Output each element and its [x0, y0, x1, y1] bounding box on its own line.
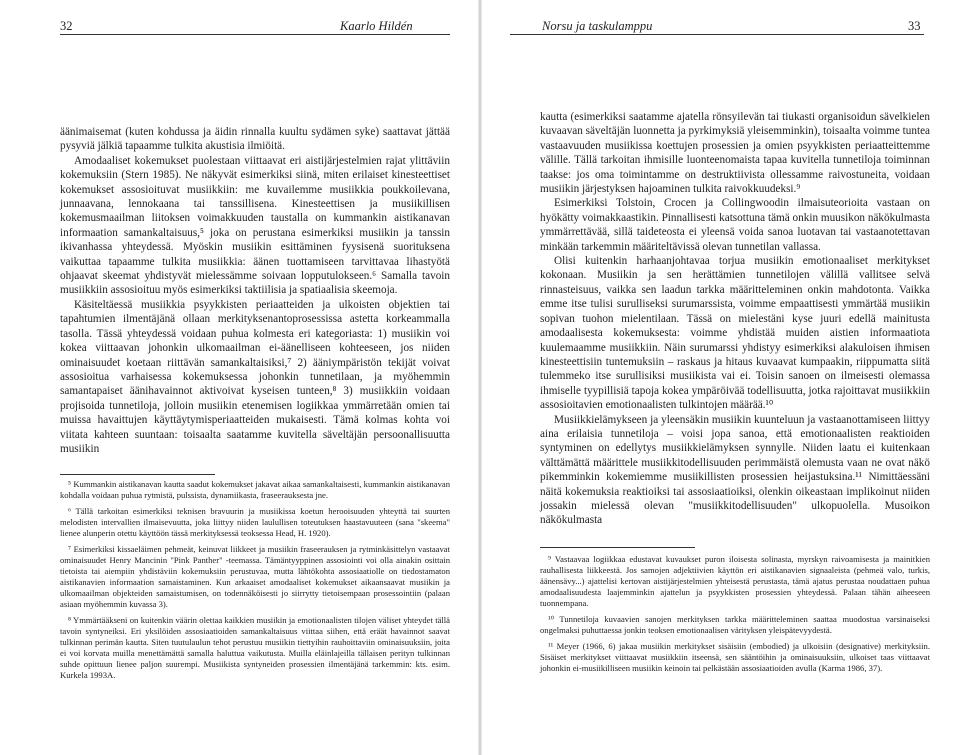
- left-footnotes: [60, 479, 450, 686]
- right-body-text: [540, 110, 930, 528]
- footnote-6: ⁶ Tällä tarkoitan esimerkiksi teknisen bravuurin ja musiikissa koetun herooisuuden yhteyttä tai suurten melodisten intervallien ilmaisevuutta, joka liittyy niiden laulullisen toteutuksen haastavuuteen (sana "skeema" lienee alunperin otettu käyttöön tässä merkityksessä teoksessa Head, H. 1920).: [60, 506, 450, 538]
- right-footnotes: [540, 554, 930, 679]
- left-paragraph: Käsiteltäessä musiikkia psyykkisten periaatteiden ja ulkoisten objektien tai tapahtumien ilmentäjänä ollaan merkityksenantoprosessissa astetta korkeammalla tasolla. Tässä yhteydessä voidaan puhua kolmesta eri kategoriasta: 1) musiikin voi kokea viittaavan johonkin ulkomaailman ei-äänelliseen kohteeseen, jos niiden ominaisuudet koetaan riittävän samankaltaisiksi,⁷ 2) ääniympäristön tekijät voivat assosioitua varhaisessa kokemuksessa johonkin tunnetilaan, ja myöhemmin samantapaiset äänihavainnot aktivoivat kyseisen tunteen,⁸ 3) musiikkiin voidaan projisoida tunnetiloja, jolloin musiikin etenemisen logiikkaa ymmärretään omien tai muissa havaittujen käyttäytymisperiaatteiden mukaisesti. Tämä kolmas kohta voi viitata kahteen suuntaan: toisaalta saatamme kuvitella säveltäjän persoonallisuutta musiikin: [60, 298, 450, 455]
- footnote-8: ⁸ Ymmärtääkseni on kuitenkin väärin olettaa kaikkien musiikin ja emotionaalisten tilojen väliset yhteydet tällä tavoin syntyneiksi. Eri yksilöiden assosiaatioiden samankaltaisuus viittaa siihen, että eräät havainnot saavat tulkinnan perimän kautta. Siten tuutulaulun tehot perustuu musiikin tiettyihin rauhoittaviin ominaisuuksiin, joita ei voi korvata muilla menettämättä samalla haluttua vaikutusta. Muilla eläinlajeilla tällaisen perityn tulkinnan suhde opittuun lienee paljon suurempi. Musiikista syntyneiden prosessien ilmentäjänä tarkemmin: kts. esim. Kurkela 1993A.: [60, 615, 450, 680]
- right-paragraph: Esimerkiksi Tolstoin, Crocen ja Collingwoodin ilmaisuteorioita vastaan on hyökätty voimakkaastikin. Pinnallisesti katsottuna tämä onkin muusikon näkökulmasta ymmärrettävää, sillä taideteosta ei yleensä voida sanoa luotavan tai vastaanotettavan minkään tarkemmin määriteltävissä olevan tunnetilan vallassa.: [540, 197, 930, 253]
- footnote-9: ⁹ Vastaavaa logiikkaa edustavat kuvaukset puron iloisesta solinasta, myrskyn raivoamisesta ja mainitkien rauhallisesta liikkeestä. Jos samojen adjektiivien käyttön eri aistikanavien signaaleista (pehmeä valo, turkis, äänensävy...) ajattelisi kertovan aistijärjestelmien yhteisestä perustasta, tämä ajatus perustaa noudattaen puhua amodaalisuudesta laajemminkin ajattelun ja psyykkisten prosessien yhteydessä. Palaan tähän aiheeseen tuonnempana.: [540, 554, 930, 608]
- right-paragraph: kautta (esimerkiksi saatamme ajatella rönsyilevän tai tiukasti organisoidun sävelkielen kuvaavan säveltäjän luonnetta ja pyrkimyksiä yleisemminkin), toisaalta voimme tuntea vastaavuuden musiikissa koettujen prosessien ja omien psyykkisten periaatteittemme välille. Tällä tarkoitan ihmisille luonteenomaista tapaa kuvitella tunnetiloja toiminnan taakse: jos oma toimintamme on destruktiivista ollessamme raivostuneita, voidaan musiikin järjestyksen hajoaminen tulkita raivokkuudeksi.⁹: [540, 111, 930, 196]
- left-paragraph: äänimaisemat (kuten kohdussa ja äidin rinnalla kuultu sydämen syke) saattavat jättää pysyviä jälkiä tapaamme tulkita akustisia ilmiöitä.: [60, 126, 450, 153]
- right-running-head-text: Norsu ja taskulamppu: [542, 19, 653, 33]
- left-body-text: [60, 125, 450, 456]
- left-paragraph: Amodaaliset kokemukset puolestaan viittaavat eri aistijärjestelmien rajat ylittäviin kokemuksiin (Stern 1985). Ne näkyvät esimerkiksi siinä, miten erilaiset kinesteettiset kokemukset assosioituvat musiikkiin: me kuvailemme musiikkia poukkoilevana, junnaavana, lennokaana tai tanssillisena. Kinesteettisen ja musiikillisen kokemusmaailman liitoksen voimakkuuden taustalla on kummankin aistikanavan informaation samankaltaisuus,⁵ joka on perustana esimerkiksi musiikin ja tanssin ikivanhassa yhteydessä. Myöskin musiikin esittäminen fyysisenä suorituksena vaikuttaa tapaamme tulkita musiikkia: äänen tuottamiseen tarvittavaa lihastyötä ohjaavat skeemat yhdistyvät mielessämme soivaan lopputulokseen.⁶ Samalla tavoin musiikkiin assosioituu myös esimerkiksi taktiilisia ja spatiaalisia skeemoja.: [60, 154, 450, 297]
- footnote-10: ¹⁰ Tunnetiloja kuvaavien sanojen merkityksen tarkka määritteleminen saattaa muodostua varsinaiseksi ongelmaksi puhuttaessa jonkin teoksen emotionaalisen värityksen yleispätevyydestä.: [540, 614, 930, 635]
- footnote-5: ⁵ Kummankin aistikanavan kautta saadut kokemukset jakavat aikaa samankaltaisesti, kummankin aistikanavan kohdalla voidaan puhua rytmistä, pulssista, dynamiikasta, fraseerauksesta jne.: [60, 479, 450, 500]
- right-footnote-rule: [540, 547, 695, 548]
- left-running-head: [340, 19, 413, 34]
- right-page: [480, 0, 960, 755]
- right-header-rule: [510, 34, 924, 35]
- left-running-head-text: Kaarlo Hildén: [340, 19, 413, 33]
- right-page-number: 33: [908, 19, 921, 33]
- right-paragraph: Musiikkielämykseen ja yleensäkin musiikin kuunteluun ja vastaanottamiseen liittyy aina erilaisia tunnetiloja – voisi jopa sanoa, että emotionaalisten reaktioiden syntyminen on edellytys musiikkielämyksen synnylle. Niiden laatu ei kuitenkaan välttämättä määrittele musiikkitodellisuuden perimmäistä olemusta vaan ne ovat näkö pikemminkin kokemiemme musiikillisten prosessien heijastuksina.¹¹ Nimittäessäni näitä kokemuksia reaktioiksi tai assosiaatioiksi, olenkin oikeastaan implikoinut niiden jossakin mielessä olevan "musiikkitodellisuuden" ulkopuolella. Musoikon näkökulmasta: [540, 413, 930, 527]
- left-header-rule: [60, 34, 450, 35]
- footnote-11: ¹¹ Meyer (1966, 6) jakaa musiikin merkitykset sisäisiin (embodied) ja ulkoisiin (designative) merkityksiin. Sisäiset merkitykset viittaavat musiikkiin itseensä, sen sääntöihin ja ominaisuuksiin, ulkoiset taas viittaavat johonkin ei-musiikilliseen musiikin keinoin tai pelkästään assosiaatioiden avulla (Karma 1986, 37).: [540, 641, 930, 673]
- right-running-head: [542, 19, 652, 34]
- left-footnote-rule: [60, 474, 215, 475]
- right-paragraph: Olisi kuitenkin harhaanjohtavaa torjua musiikin emotionaaliset merkitykset kokonaan. Musiikin ja sen herättämien tunnetilojen välillä vallitsee selvä rinnasteisuus, vaikka sen laadun tarkka määritteleminen onkin mahdotonta. Vaikka emme itse tulisi surulliseksi surumarssista, voimme empaattisesti ymmärtää musiikin sopivan tuohon mielentilaan. Tässä on mielestäni kyse juuri edellä mainitusta amodaalisesta kokemuksesta: voimme yhdistää muiden aistien informaatiota kuulemaamme musiikkiin. Näin surumarssi yhdistyy esimerkiksi alakuloisen ihmisen kinesteettisiin tuntemuksiin – raskaus ja hitaus kuvaavat kumpaakin, riippumatta siitä tulemmeko itse surullisiksi musiikista vai ei. Toisin sanoen on ilmeisesti olemassa ihmiselle tyypillisiä tapoja kokea ympäröivää todellisuutta, jotka rajoittavat musiikkiin assosioitavien emotionaalisten tulkintojen määrää.¹⁰: [540, 255, 930, 412]
- footnote-7: ⁷ Esimerkiksi kissaeläimen pehmeät, keinuvat liikkeet ja musiikin fraseerauksen ja rytminkäsittelyn vastaavat ominaisuudet Henry Mancinin "Pink Panther" -teemassa. Tämäntyyppinen assosiointi voi olla ainakin osittain tietoista tai aiempiin yhdistäviin kokemuksiin perustuvaa, mutta lähtökohta assosiaatiolle on tiedostamaton aistikanavien informaation samaistaminen. Kun arkaaiset amodaaliset kokemukset aikaansaavat musiikin ja ulkomaailman objekteiden samaistumisen, on todennäköisesti jo siirrytty tietoisempaan prosessointiin (palaan asiaan myöhemmin kuvassa 3).: [60, 544, 450, 609]
- left-page-number: 32: [60, 19, 73, 33]
